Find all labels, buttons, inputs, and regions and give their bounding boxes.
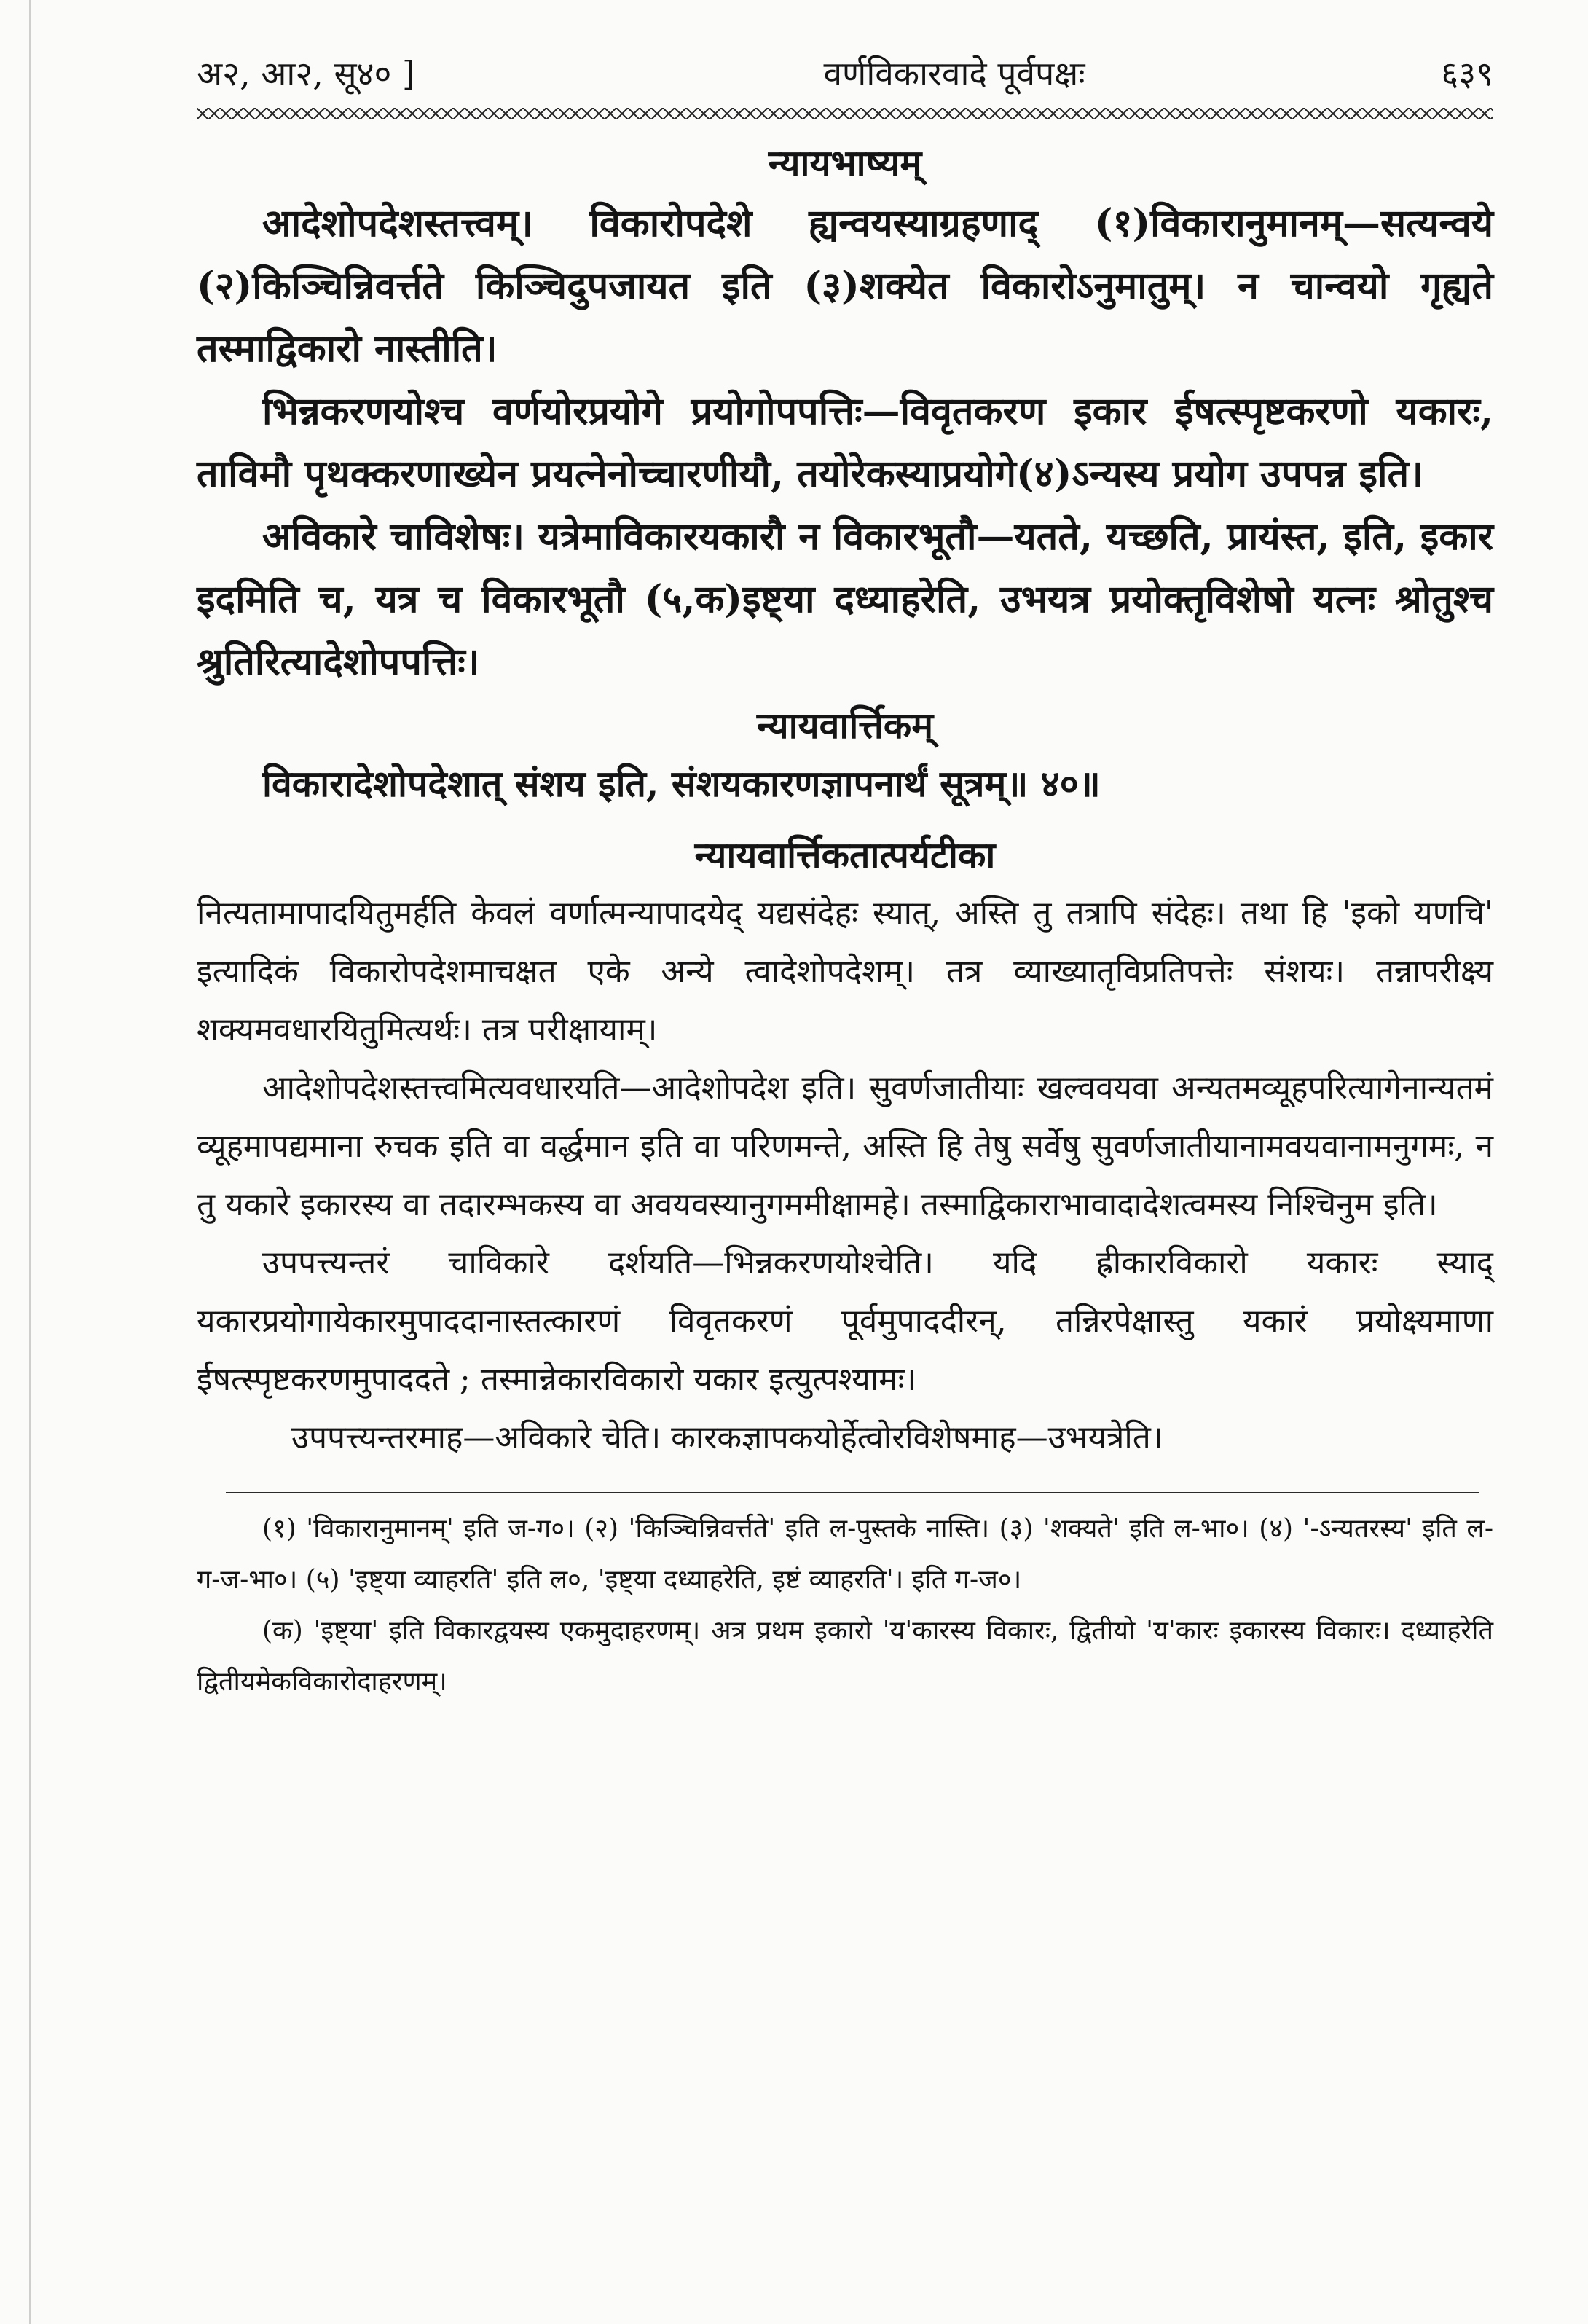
page-margin-line — [29, 0, 31, 2324]
header-wavy-rule — [197, 108, 1493, 119]
paragraph: उपपत्त्यन्तरं चाविकारे दर्शयति—भिन्नकरणयोश्चेति। यदि ह्रीकारविकारो यकारः स्याद् यकारप्रयोगायेकारमुपाददानास्तत्कारणं विवृतकरणं पूर्वमुपाददीरन्, तन्निरपेक्षास्तु यकारं प्रयोक्ष्यमाणा ईषत्स्पृष्टकरणमुपाददते ; तस्मान्नेकारविकारो यकार इत्युत्पश्यामः। — [197, 1244, 1493, 1398]
section-title: न्यायवार्त्तिकम् — [756, 704, 934, 747]
running-header — [197, 44, 1493, 102]
paragraph: आदेशोपदेशस्तत्त्वमित्यवधारयति—आदेशोपदेश इति। सुवर्णजातीयाः खल्ववयवा अन्यतमव्यूहपरित्यागेनान्यतमं व्यूहमापद्यमाना रुचक इति वा वर्द्धमान इति वा परिणमन्ते, अस्ति हि तेषु सर्वेषु सुवर्णजातीयानामवयवानामनुगमः, न तु यकारे इकारस्य वा तदारम्भकस्य वा अवयवस्यानुगममीक्षामहे। तस्माद्विकाराभावादादेशत्वमस्य निश्चिनुम इति। — [197, 1069, 1493, 1223]
paragraph: विकारादेशोपदेशात् संशय इति, संशयकारणज्ञापनार्थं सूत्रम्॥ ४०॥ — [262, 762, 1101, 805]
footnote: (क) 'इष्ट्या' इति विकारद्वयस्य एकमुदाहरणम्। अत्र प्रथम इकारो 'य'कारस्य विकारः, द्वितीयो 'य'कारः इकारस्य विकारः। दध्याहरेति द्वितीयमेकविकारोदाहरणम्। — [197, 1616, 1493, 1697]
paragraph: उपपत्त्यन्तरमाह—अविकारे चेति। कारकज्ञापकयोर्हेत्वोरविशेषमाह—उभयत्रेति। — [291, 1419, 1163, 1456]
footnote-rule — [226, 1492, 1479, 1493]
footnotes — [197, 1504, 1493, 1708]
section-title: न्यायवार्त्तिकतात्पर्यटीका — [694, 833, 996, 876]
paragraph: भिन्नकरणयोश्च वर्णयोरप्रयोगे प्रयोगोपपत्तिः—विवृतकरण इकार ईषत्स्पृष्टकरणो यकारः, ताविमौ पृथक्करणाख्येन प्रयत्नेनोच्चारणीयौ, तयोरेकस्याप्रयोगे(४)ऽन्यस्य प्रयोग उपपन्न इति। — [197, 389, 1493, 496]
nyaya-bhashya-section — [197, 134, 1493, 694]
header-title: वर्णविकारवादे पूर्वपक्षः — [823, 54, 1085, 93]
paragraph: नित्यतामापादयितुमर्हति केवलं वर्णात्मन्यापादयेद् यद्यसंदेहः स्यात्, अस्ति तु तत्रापि संदेहः। तथा हि 'इको यणचि' इत्यादिकं विकारोपदेशमाचक्षत एके अन्ये त्वादेशोपदेशम्। तत्र व्याख्यातृविप्रतिपत्तेः संशयः। तन्नापरीक्ष्य शक्यमवधारयितुमित्यर्थः। तत्र परीक्षायाम्। — [197, 895, 1493, 1048]
nyaya-vartika-section — [197, 696, 1493, 813]
paragraph: अविकारे चाविशेषः। यत्रेमाविकारयकारौ न विकारभूतौ—यतते, यच्छति, प्रायंस्त, इति, इकार इदमिति च, यत्र च विकारभूतौ (५,क)इष्ट्या दध्याहरेति, उभयत्र प्रयोक्तृविशेषो यत्नः श्रोतुश्च श्रुतिरित्यादेशोपपत्तिः। — [197, 514, 1493, 684]
paragraph: आदेशोपदेशस्तत्त्वम्। विकारोपदेशे ह्यन्वयस्याग्रहणाद् (१)विकारानुमानम्—सत्यन्वये (२)किञ्चिन्निवर्त्तते किञ्चिदुपजायत इति (३)शक्येत विकारोऽनुमातुम्। न चान्वयो गृह्यते तस्माद्विकारो नास्तीति। — [197, 201, 1493, 371]
section-title: न्यायभाष्यम् — [768, 141, 922, 184]
book-page — [197, 44, 1493, 1708]
page-number: ६३९ — [1441, 54, 1493, 93]
header-reference: अ२, आ२, सू४० ] — [197, 54, 415, 93]
footnote: (१) 'विकारानुमानम्' इति ज-ग०। (२) 'किञ्चिन्निवर्त्तते' इति ल-पुस्तके नास्ति। (३) 'शक्यते' इति ल-भा०। (४) '-ऽन्यतरस्य' इति ल-ग-ज-भा०। (५) 'इष्ट्या व्याहरति' इति ल०, 'इष्ट्या दध्याहरेति, इष्टं व्याहरति'। इति ग-ज०। — [197, 1514, 1493, 1595]
tatparya-tika-section — [197, 826, 1493, 1467]
